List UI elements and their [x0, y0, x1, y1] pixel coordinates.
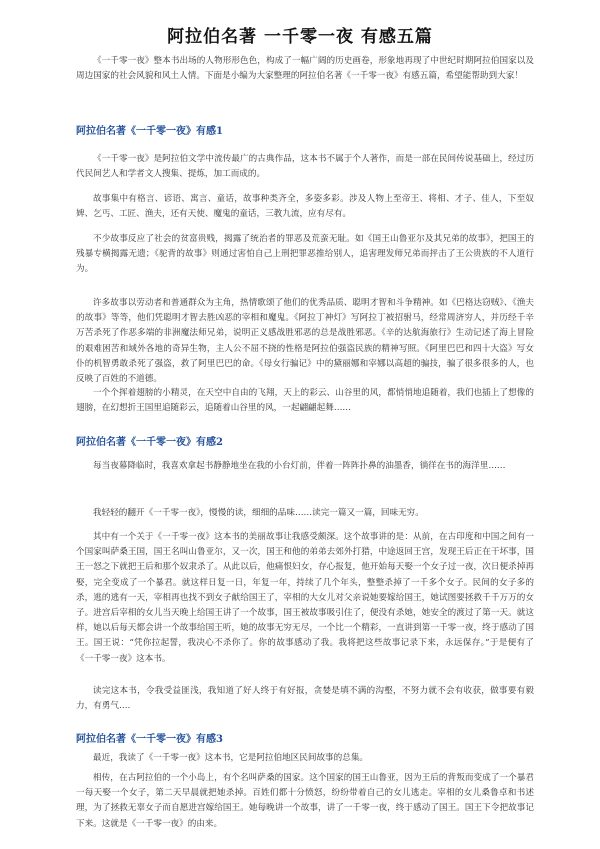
- section-3-heading: 阿拉伯名著《一千零一夜》有感3: [76, 734, 223, 745]
- section-3-paragraph-1: 最近，我读了《一千零一夜》这本书，它是阿拉伯地区民间故事的总集。: [93, 753, 369, 763]
- section-2-paragraph-4: 读完这本书，令我受益匪浅，我知道了好人终于有好报，贪婪是填不满的沟壑，不努力就不会有收获，做事要有毅力，有勇气….: [76, 686, 534, 712]
- section-1-paragraph-1: 《一千零一夜》是阿拉伯文学中流传最广的古典作品，这本书不属于个人著作，而是一部在民间传说基础上，经过历代民间艺人和学者文人搜集、提炼，加工而成的。: [76, 154, 534, 180]
- section-1-heading: 阿拉伯名著《一千零一夜》有感1: [76, 126, 223, 137]
- section-1-paragraph-4: 许多故事以劳动者和普通群众为主角，热情歌颂了他们的优秀品质、聪明才智和斗争精神。如《巴格达窃贼》、《渔夫的故事》等等，他们凭聪明才智去胜凶恶的宰相和魔鬼。《阿拉丁神灯》写阿拉丁被招驸马，经常周济穷人，并历经千辛万苦杀死了作恶多端的非洲魔法师兄弟，说明正义感战胜邪恶的总是战胜邪恶。《辛的达航海旅行》生动记述了海上冒险的艰难困苦和域外各地的奇异生物，主人公不屈不挠的性格是阿拉伯强盗民族的精神写照。《阿里巴巴和四十大盗》写女仆的机智勇敢杀死了强盗，救了阿里巴巴的命。《母女行骗记》中的黛丽娜和宰娜以高超的骗技，骗了很多很多的人，也反映了百姓的不道德。: [76, 298, 534, 385]
- section-2-heading: 阿拉伯名著《一千零一夜》有感2: [76, 437, 223, 448]
- section-3-paragraph-2: 相传，在古阿拉伯的一个小岛上，有个名叫萨桑的国家。这个国家的国王山鲁亚，因为王后的背叛而变成了一个暴君一每天娶一个女子，第二天早晨就把她杀掉。百姓们都十分愤怒，纷纷带着自己的女儿逃走。宰相的女儿桑鲁卓和书述理，为了拯救无辜女子而自愿进宫嫁给国王。她每晚讲一个故事，讲了一千零一夜，终于感动了国王。国王下令把故事记下来。这就是《一千零一夜》的由来。: [76, 773, 534, 829]
- section-2-paragraph-3: 其中有一个关于《一千零一夜》这本书的美丽故事让我感受颇深。这个故事讲的是：从前，在古印度和中国之间有一个国家叫萨桑王国，国王名叫山鲁亚尔，又一次，国王和他的弟弟去郊外打猎，中途返回王宫，发现王后正在干坏事，国王一怒之下就把王后和那个奴隶杀了。从此以后，他痛恨妇女，存心报复，他开始每天娶一个女子过一夜，次日便杀掉再娶，完全变成了一个暴君。就这样日复一日，年复一年，持续了几个年头，整整杀掉了一千多个女子。民间的女子多的杀，逃的逃有一天，宰相再也找不到女子献给国王了，宰相的大女儿对父亲说她要嫁给国王，她试图要拯救千千万万的女子。进宫后宰相的女儿当天晚上给国王讲了一个故事，国王被故事吸引住了，便没有杀她，她安全的渡过了第一天。就这样，她以后每天都会讲一个故事给国王听，她的故事无穷无尽，一个比一个精彩，一直讲到第一千零一夜，终于感动了国王。国王说：“凭你拉起誓，我决心不杀你了。你的故事感动了我。我将把这些故事记录下来，永远保存。”于是便有了《一千零一夜》这本书。: [76, 532, 534, 664]
- section-2-paragraph-2: 我轻轻的翻开《一千零一夜》，慢慢的读，细细的品味……读完一篇又一篇，回味无穷。: [93, 508, 424, 518]
- intro-paragraph: 《一千零一夜》整本书出场的人物形形色色，构成了一幅广阔的历史画卷，形象地再现了中世纪时期阿拉伯国家以及周边国家的社会风貌和风土人情。下面是小编为大家整理的阿拉伯名著《一千零一夜》有感五篇，希望能帮助到大家！: [76, 56, 534, 82]
- section-1-paragraph-5: 一个个挥着翅膀的小精灵，在天空中自由的飞翔，天上的彩云、山谷里的风，都悄悄地追随着，我们也插上了想像的翅膀，在幻想折王国里追随彩云，追随着山谷里的风，一起翩翩起舞……: [76, 388, 534, 414]
- page-title: 阿拉伯名著 一千零一夜 有感五篇: [167, 27, 433, 47]
- section-1-paragraph-2: 故事集中有格言、谚语、寓言、童话，故事种类齐全，多姿多彩。涉及人物上至帝王、将相、才子、佳人，下至奴婢、乞丐、工匠、渔夫，还有天使、魔鬼的童话，三教九流，应有尽有。: [76, 194, 534, 220]
- section-1-paragraph-3: 不少故事反应了社会的贫富贵贱，揭露了统治者的罪恶及荒蛮无耻。如《国王山鲁亚尔及其兄弟的故事》，把国王的残暴专横揭露无遗；《驼背的故事》则通过害怕自己上刑把罪恶推给别人，追害理发师兄弟而抨击了王公贵族的不人道行为。: [76, 234, 534, 275]
- section-2-paragraph-1: 每当夜幕降临时，我喜欢拿起书静静地坐在我的小台灯前，伴着一阵阵扑鼻的油墨香，徜徉在书的海洋里……: [93, 461, 506, 471]
